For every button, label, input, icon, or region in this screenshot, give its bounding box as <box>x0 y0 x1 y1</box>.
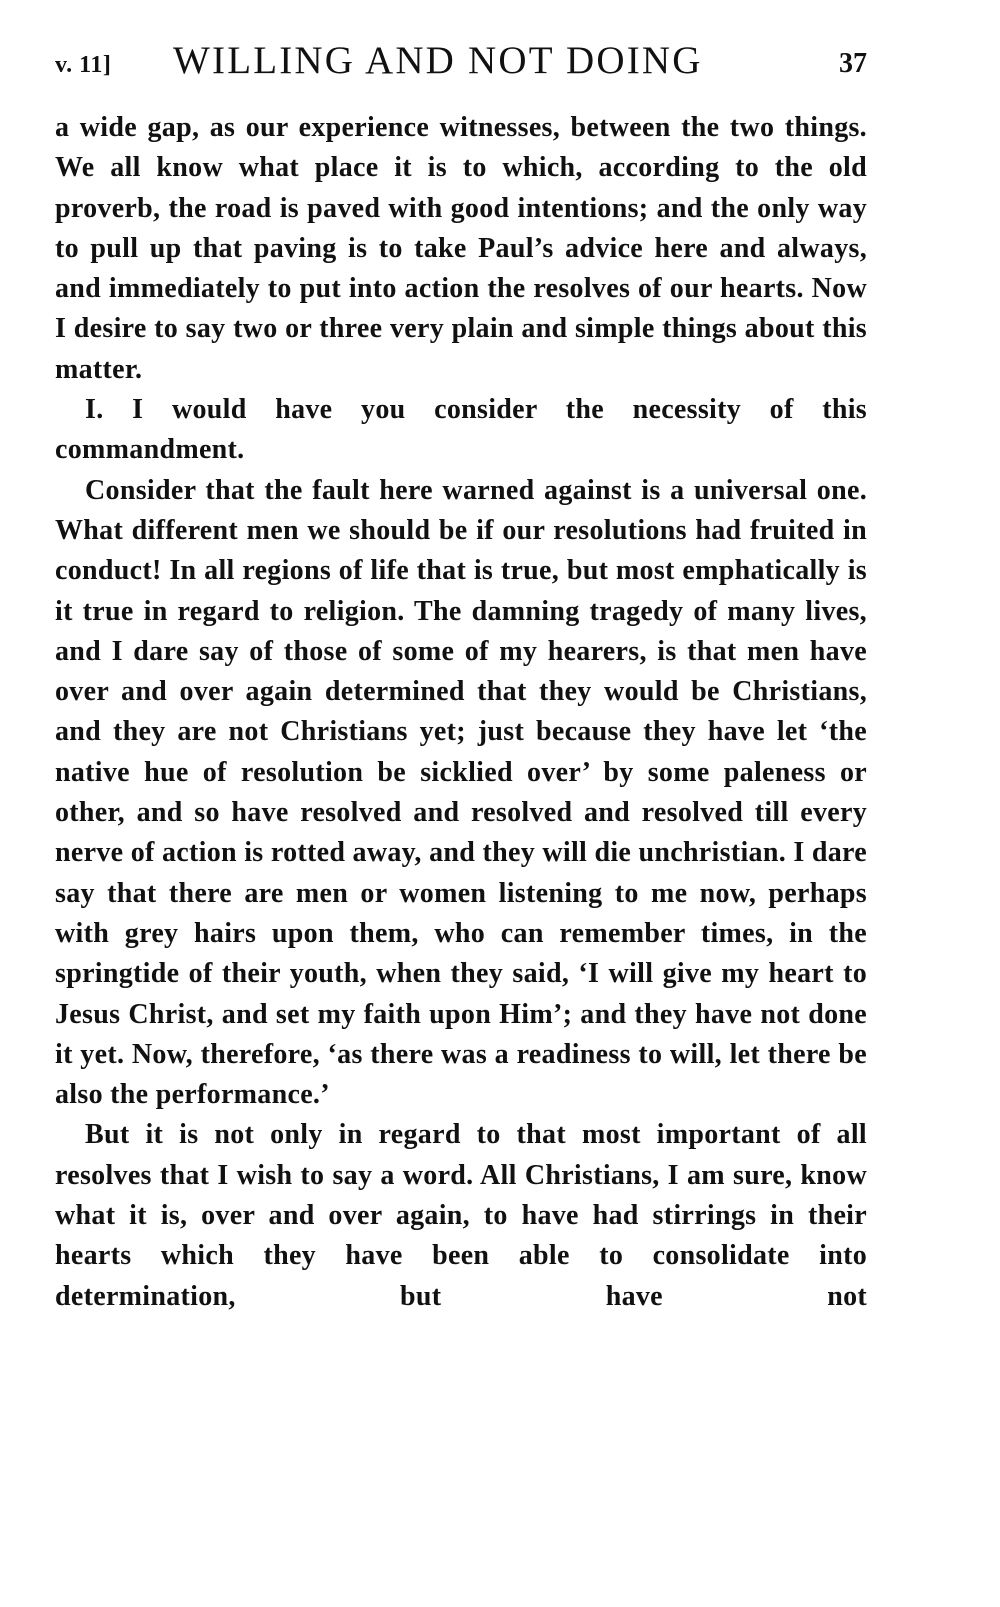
paragraph-all-christians: But it is not only in regard to that most important of all resolves that I wish to say a word. All Christians, I am sure, know what it is, over and over again, to have had stirrings in their hearts which they have been able to consolidate into determination, but have not <box>55 1119 867 1312</box>
paragraph-continuation: a wide gap, as our experience witnesses, between the two things. We all know what place it is to which, according to the old proverb, the road is paved with good intentions; and the only way to pull up that paving is to take Paul’s advice here and always, and immediately to put into action the resolves of our hearts. Now I desire to say two or three very plain and simple things about this matter. <box>55 112 867 385</box>
paragraph-heading-point-one: I. I would have you consider the necessity of this commandment. <box>55 394 867 466</box>
running-title: WILLING AND NOT DOING <box>173 39 703 82</box>
running-head <box>55 38 867 90</box>
verse-reference: v. 11] <box>55 52 112 78</box>
page-number: 37 <box>839 48 867 79</box>
book-page <box>55 38 867 1317</box>
paragraph-universal-fault: Consider that the fault here warned against is a universal one. What different men we should be if our resolutions had fruited in conduct! In all regions of life that is true, but most emphatically is it true in regard to religion. The damning tragedy of many lives, and I dare say of those of some of my hearers, is that men have over and over again determined that they would be Christians, and they are not Christians yet; just because they have let ‘the native hue of resolution be sicklied over’ by some paleness or other, and so have resolved and resolved and resolved till every nerve of action is rotted away, and they will die unchristian. I dare say that there are men or women listening to me now, perhaps with grey hairs upon them, who can remember times, in the springtide of their youth, when they said, ‘I will give my heart to Jesus Christ, and set my faith upon Him’; and they have not done it yet. Now, therefore, ‘as there was a readiness to will, let there be also the performance.’ <box>55 474 867 1111</box>
body-text <box>55 108 867 1317</box>
